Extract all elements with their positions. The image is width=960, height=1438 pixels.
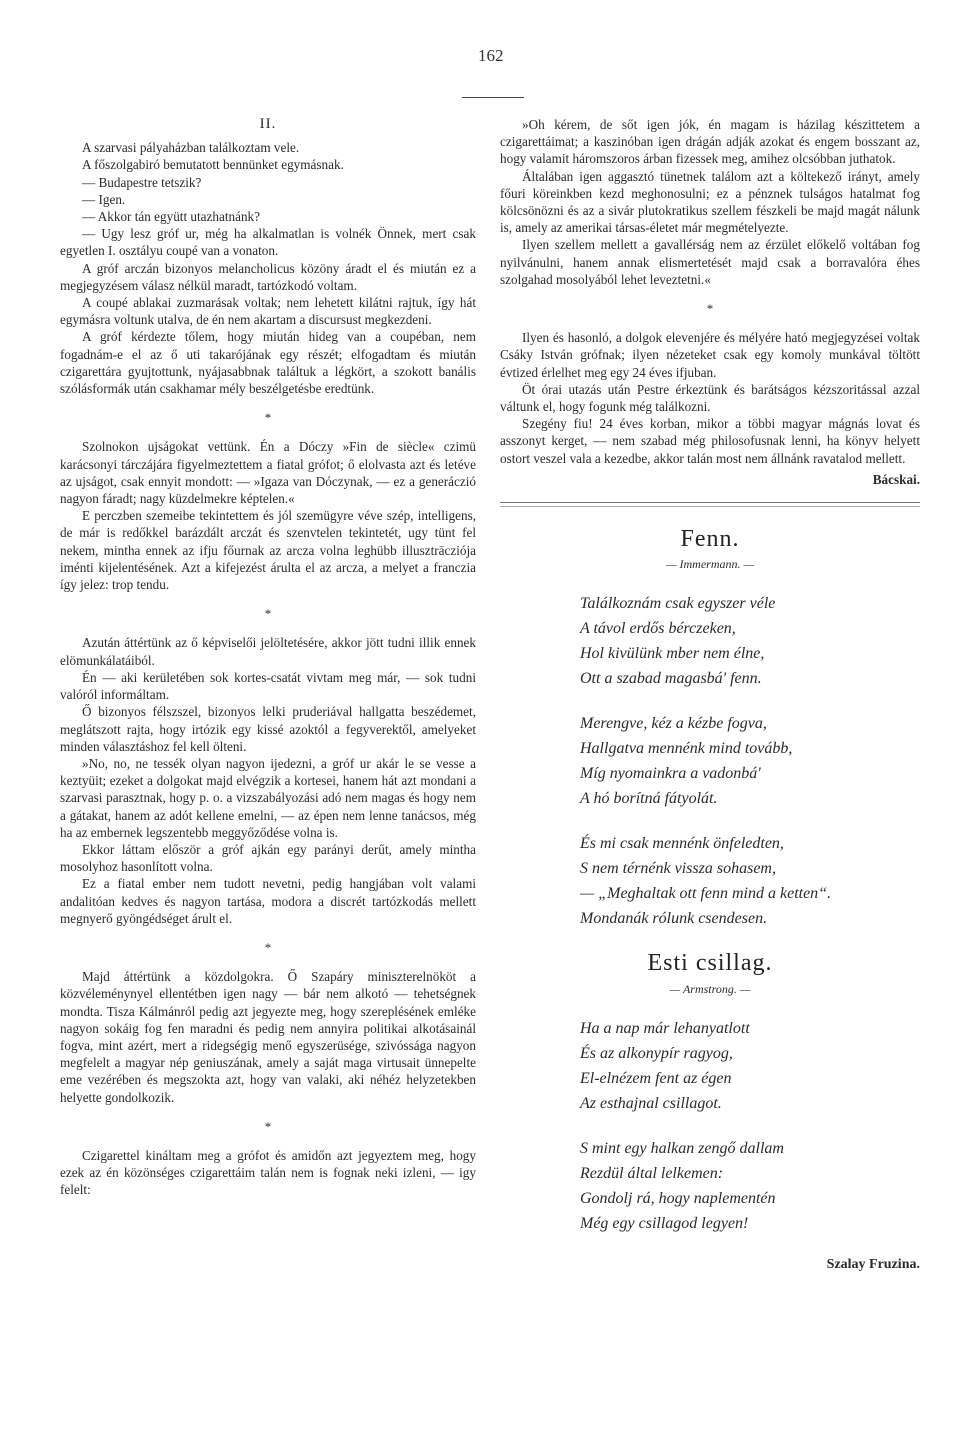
paragraph: Én — aki kerületében sok kortes-csatát vivtam meg már, — sok tudni valóról informáltam. bbox=[60, 669, 476, 703]
page-number: 162 bbox=[478, 46, 504, 65]
poem-line: Találkoznám csak egyszer véle bbox=[580, 595, 776, 613]
poem-line: Hallgatva mennénk mind tovább, bbox=[580, 740, 793, 758]
poem-title: Esti csillag. bbox=[647, 950, 773, 977]
paragraph: Szegény fiu! 24 éves korban, mikor a többi magyar mágnás lovat és asszonyt kerget, — nem szabad még philosofusnak lenni, ha könyv helyett ostort veszel vala a kezedbe, akkor talán most nem állnánk ravatalod mellett. bbox=[500, 416, 920, 466]
paragraph: Ekkor láttam először a gróf ajkán egy parányi derűt, amely mintha mosolyhoz hasonlított volna. bbox=[60, 841, 476, 875]
poem-body bbox=[500, 591, 920, 931]
poem-line: Rezdül által lelkemen: bbox=[580, 1164, 724, 1182]
paragraph: A coupé ablakai zuzmarásak voltak; nem lehetett kilátni rajtuk, így hát egymásra voltunk utalva, de én nem akartam a discursust megkezdeni. bbox=[60, 295, 476, 328]
paragraph: — Akkor tán együtt utazhatnánk? bbox=[82, 209, 260, 225]
left-group-e bbox=[60, 1147, 476, 1199]
left-group-d bbox=[60, 968, 476, 1106]
paragraph: Általában igen aggasztó tünetnek találom azt a költekező irányt, amely főuri köreinkben kezd meghonosulni; ez a pénznek tulságos hatalmat fog kölcsönözni és az a sivár plutokratikus szellem fészkeli be majd magát nálunk is, amely az amerikai társas-életet már megmételyezte. bbox=[500, 168, 920, 236]
left-group-c bbox=[60, 634, 476, 926]
left-group-b bbox=[60, 438, 476, 593]
poem-stanza bbox=[580, 711, 920, 811]
paragraph: Ő bizonyos félszszel, bizonyos lelki pruderiával hallgatta beszédemet, meglátszott rajta, hogy irtózik egy kissé azoktól a fegyverektől, amelyeket minden választáshoz fel kell ölteni. bbox=[60, 704, 476, 754]
poem-line: Ha a nap már lehanyatlott bbox=[580, 1019, 750, 1037]
paragraph: — Igen. bbox=[82, 191, 126, 207]
poem-line: El-elnézem fent az égen bbox=[580, 1069, 732, 1087]
poem-stanza bbox=[580, 1136, 920, 1236]
right-group-a bbox=[500, 116, 920, 288]
poem-author: — Immermann. — bbox=[665, 557, 755, 572]
poem-body bbox=[500, 1016, 920, 1236]
poem-line: Míg nyomainkra a vadonbá' bbox=[580, 765, 761, 783]
separator-star: * bbox=[264, 410, 272, 426]
poem-line: A távol erdős bérczeken, bbox=[580, 620, 736, 638]
poem-line: Gondolj rá, hogy naplementén bbox=[580, 1189, 776, 1207]
paragraph: Azután áttértünk az ő képviselői jelöltetésére, akkor jött tudni illik ennek elömunkálatáiból. bbox=[60, 635, 476, 668]
paragraph: Majd áttértünk a közdolgokra. Ő Szapáry miniszterelnököt a közvéleménynyel ellentétben igen nagy — bár nem alkotó — tehetségnek mondta. Tisza Kálmánról pedig azt jegyezte meg, hogy szereplésének emléke nagyon sokáig fog fen maradni és pedig nem annyira politikai alkotásainál fogva, mint azért, mert a ridegségig menő egyszerüsége, szivóssága nagyon megfelelt a magyar nép geniuszának, amely a saját maga virtusait ünnepelte eme vezérében és megszokta azt, hogy van valaki, aki néhéz helyzetekben helyette gondolkozik. bbox=[60, 969, 476, 1105]
poem-signature: Szalay Fruzina. bbox=[826, 1256, 920, 1272]
separator-star: * bbox=[264, 1118, 272, 1134]
header-rule bbox=[462, 97, 524, 98]
poem-line: S mint egy halkan zengő dallam bbox=[580, 1139, 784, 1157]
poem-line: És mi csak mennénk önfeledten, bbox=[580, 835, 784, 853]
paragraph: A szarvasi pályaházban találkoztam vele. bbox=[82, 140, 300, 156]
poem-line: — „Meghaltak ott fenn mind a ketten“. bbox=[580, 885, 832, 903]
section-divider bbox=[500, 502, 920, 503]
paragraph: Czigarettel kináltam meg a grófot és amidőn azt jegyeztem meg, hogy ezek az én közönséges czigarettáim talán nem is fognak neki izleni, — igy felelt: bbox=[60, 1147, 476, 1198]
poem-stanza bbox=[580, 831, 920, 931]
poem-line: Az esthajnal csillagot. bbox=[580, 1094, 722, 1112]
section-divider bbox=[500, 506, 920, 507]
right-group-b bbox=[500, 329, 920, 467]
poem-line: Még egy csillagod legyen! bbox=[580, 1214, 749, 1232]
paragraph: Ilyen szellem mellett a gavallérság nem az érzület előkelő voltában fog nyilvánulni, hanem annak elismertetését majd csak a borravalóra éhes szolgahad mosolyából lehet leveztetni.« bbox=[500, 237, 920, 287]
poem-line: És az alkonypír ragyog, bbox=[580, 1044, 733, 1062]
paragraph: A gróf kérdezte tőlem, hogy miután hideg van a coupéban, nem fogadnám-e el az ő uti takarójának egy részét; elfogadtam és miután czigarettára gyujtottunk, nyájasabbnak találtuk a légkört, a szokott banális szólásformák után csakhamar mély beszélgetésbe eredtünk. bbox=[60, 329, 476, 397]
poem-title: Fenn. bbox=[680, 526, 740, 553]
section-number: II. bbox=[259, 116, 277, 132]
paragraph: Ilyen és hasonló, a dolgok elevenjére és mélyére ható megjegyzései voltak Csáky István grófnak; ilyen nézeteket csak egy komoly munkával töltött évtized érlelhet meg egy 24 éves ifjuban. bbox=[500, 330, 920, 380]
left-column bbox=[60, 116, 476, 1199]
paragraph: E perczben szemeibe tekintettem és jól szemügyre véve szép, intelligens, de már is redőkkel barázdált arczát és szenvtelen tekintetét, ugy tünt fel nekem, mintha ennek az ifju főurnak az arcza volna leghübb illusztrācziója iménti kijelentésének. Azt a kifejezést árulta el az arcza, a melyet a franczia így jelez: trop tendu. bbox=[60, 508, 476, 593]
poem-line: Merengve, kéz a kézbe fogva, bbox=[580, 715, 767, 733]
paragraph: »No, no, ne tessék olyan nagyon ijedezni, a gróf ur akár le se vesse a keztyüit; ezeket a dolgokat majd elvégzik a kortesei, hanem hát azt mondani a szarvasi parasztnak, hogy p. o. a vizszabályozási adó nem magas és hogy nem a gátakat, hanem az adót kellene emelni, — az épen nem lenne tanácsos, még ha az embernek legszentebb meggyőződése volna is. bbox=[60, 755, 476, 840]
article-signature: Bácskai. bbox=[872, 471, 920, 487]
poem-stanza bbox=[580, 591, 920, 691]
separator-star: * bbox=[706, 301, 714, 317]
right-column bbox=[500, 116, 920, 1273]
poem-stanza bbox=[580, 1016, 920, 1116]
paragraph: Ez a fiatal ember nem tudott nevetni, pedig hangjában volt valami andalitóan kedves és nagyon tartása, modora a discrét tartózkodás mellett megnyerő gyöngédséget árult el. bbox=[60, 876, 476, 926]
left-group-a bbox=[60, 139, 476, 397]
poem-line: Hol kivülünk mber nem élne, bbox=[580, 645, 765, 663]
paragraph: A főszolgabiró bemutatott bennünket egymásnak. bbox=[82, 157, 344, 173]
paragraph: A gróf arczán bizonyos melancholicus közöny áradt el és miután ez a megjegyzésem válasz nélkül maradt, tartózkodó voltam. bbox=[60, 260, 476, 293]
poem-line: S nem térnénk vissza sohasem, bbox=[580, 860, 776, 878]
paragraph: »Oh kérem, de sőt igen jók, én magam is házilag készittetem a czigarettáimat; a kaszinóban igen drágán adják azokat és engem bosszant az, hogy valamit háromszoros árban fizessek meg, amihez olcsóbban juthatok. bbox=[500, 117, 920, 167]
poem-author: — Armstrong. — bbox=[669, 981, 751, 996]
poem-line: A hó borítná fátyolát. bbox=[580, 790, 718, 808]
poem-line: Ott a szabad magasbá' fenn. bbox=[580, 670, 762, 688]
paragraph: Szolnokon ujságokat vettünk. Én a Dóczy »Fin de siècle« czimü karácsonyi tárczájára figyelmeztettem a fiatal grófot; ő elolvasta azt és letéve az ujságot, csak ennyit mondott: — »Igaza van Dóczynak, — ez a generáczió nagyon fáradt; nagy küzdelmekre képtelen.« bbox=[60, 439, 476, 507]
paragraph: — Ugy lesz gróf ur, még ha alkalmatlan is volnék Önnek, mert csak egyetlen I. osztályu coupé van a vonaton. bbox=[60, 226, 476, 259]
separator-star: * bbox=[264, 939, 272, 955]
paragraph: Öt órai utazás után Pestre érkeztünk és barátságos kézszoritással azzal váltunk el, hogy fogunk még találkozni. bbox=[500, 381, 920, 415]
separator-star: * bbox=[264, 606, 272, 622]
poem-line: Mondanák rólunk csendesen. bbox=[580, 910, 768, 928]
paragraph: — Budapestre tetszik? bbox=[82, 174, 202, 190]
